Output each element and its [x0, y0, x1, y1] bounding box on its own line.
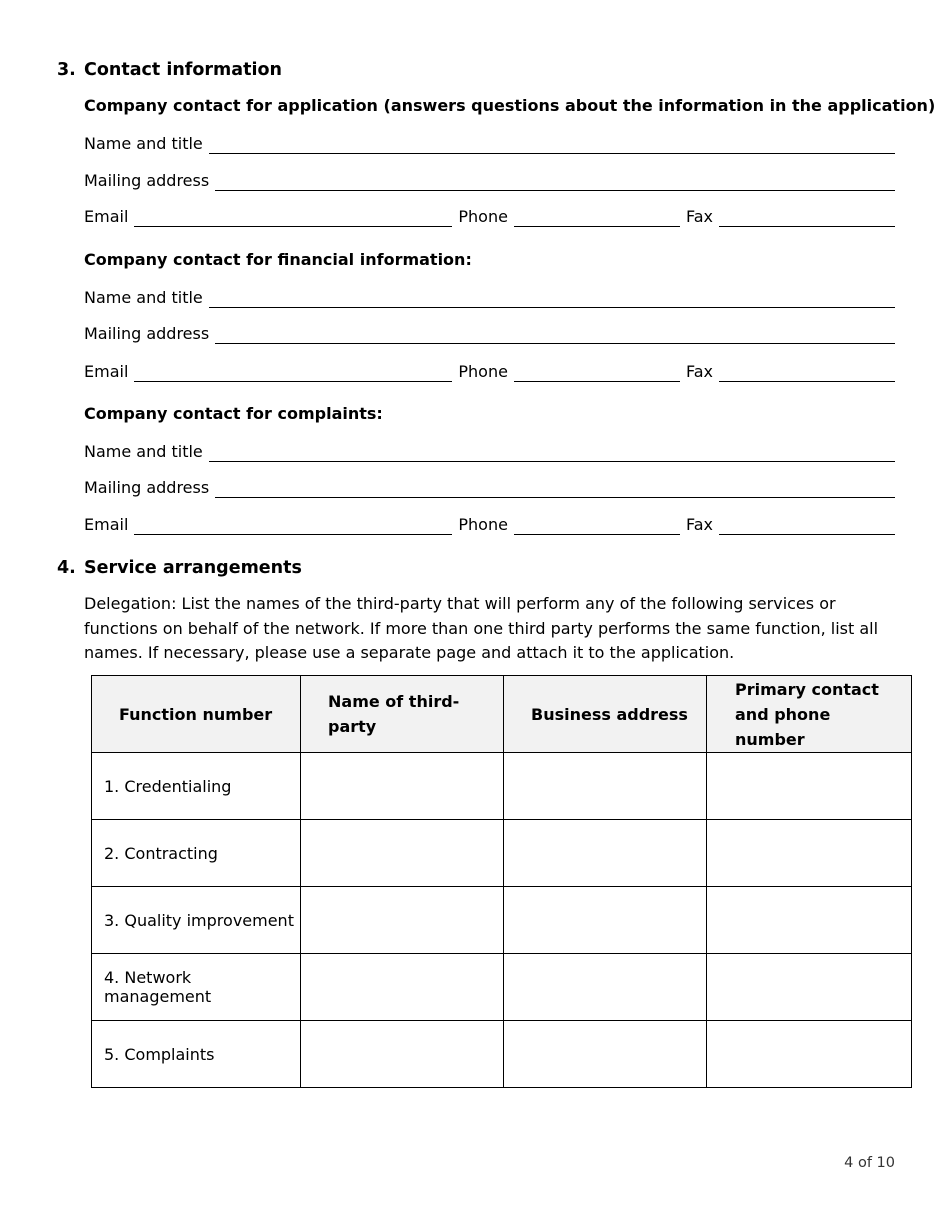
mailing-address-field[interactable] [215, 479, 895, 498]
primary-contact-cell[interactable] [707, 954, 912, 1021]
email-label: Email [84, 362, 129, 381]
fax-label: Fax [685, 362, 713, 381]
mailing-address-field[interactable] [215, 325, 895, 344]
delegation-table [91, 675, 912, 1088]
mailing-address-label: Mailing address [84, 324, 210, 343]
business-address-cell[interactable] [504, 954, 707, 1021]
column-header: Business address [504, 676, 707, 753]
mailing-address-label: Mailing address [84, 478, 210, 497]
function-cell: 5. Complaints [92, 1021, 301, 1088]
column-header: Name of third-party [301, 676, 504, 753]
table-row [92, 887, 912, 954]
mailing-address-label: Mailing address [84, 171, 210, 190]
third-party-name-cell[interactable] [301, 954, 504, 1021]
email-field[interactable] [134, 516, 452, 535]
primary-contact-cell[interactable] [707, 1021, 912, 1088]
phone-field[interactable] [514, 363, 680, 382]
phone-field[interactable] [514, 208, 680, 227]
name-title-field[interactable] [209, 443, 895, 462]
table-header-row [92, 676, 912, 753]
business-address-cell[interactable] [504, 1021, 707, 1088]
function-cell: 4. Network management [92, 954, 301, 1021]
email-label: Email [84, 207, 129, 226]
delegation-instructions: Delegation: List the names of the third-party that will perform any of the following services or functions on behalf of the network. If more than one third party performs the same function, list all names. If necessary, please use a separate page and attach it to the application. [84, 594, 879, 662]
name-title-field[interactable] [209, 289, 895, 308]
business-address-cell[interactable] [504, 753, 707, 820]
primary-contact-cell[interactable] [707, 820, 912, 887]
table-row [92, 1021, 912, 1088]
email-phone-fax-row [84, 360, 895, 382]
column-header: Primary contact and phone number [707, 676, 912, 753]
name-title-field[interactable] [209, 135, 895, 154]
table-row [92, 753, 912, 820]
function-cell: 2. Contracting [92, 820, 301, 887]
mailing-address-field[interactable] [215, 172, 895, 191]
email-phone-fax-row [84, 205, 895, 227]
section-number: 4. [57, 558, 76, 578]
phone-field[interactable] [514, 516, 680, 535]
page-number: 4 of 10 [844, 1155, 895, 1171]
name-title-label: Name and title [84, 134, 203, 153]
section-4-heading [57, 558, 302, 578]
mailing-address-row [84, 322, 895, 344]
mailing-address-row [84, 476, 895, 498]
contact-group-heading: Company contact for application (answers questions about the information in the application) [84, 96, 936, 115]
table-row [92, 820, 912, 887]
third-party-name-cell[interactable] [301, 1021, 504, 1088]
mailing-address-row [84, 169, 895, 191]
fax-field[interactable] [719, 208, 895, 227]
column-header: Function number [92, 676, 301, 753]
phone-label: Phone [458, 207, 508, 226]
table-row [92, 954, 912, 1021]
fax-field[interactable] [719, 516, 895, 535]
third-party-name-cell[interactable] [301, 887, 504, 954]
section-number: 3. [57, 60, 76, 80]
email-field[interactable] [134, 208, 452, 227]
phone-label: Phone [458, 362, 508, 381]
name-title-label: Name and title [84, 288, 203, 307]
name-title-row [84, 286, 895, 308]
third-party-name-cell[interactable] [301, 820, 504, 887]
name-title-label: Name and title [84, 442, 203, 461]
fax-label: Fax [685, 515, 713, 534]
primary-contact-cell[interactable] [707, 753, 912, 820]
contact-group-heading: Company contact for complaints: [84, 404, 383, 423]
section-title: Service arrangements [84, 558, 302, 578]
fax-label: Fax [685, 207, 713, 226]
primary-contact-cell[interactable] [707, 887, 912, 954]
phone-label: Phone [458, 515, 508, 534]
business-address-cell[interactable] [504, 887, 707, 954]
fax-field[interactable] [719, 363, 895, 382]
email-phone-fax-row [84, 513, 895, 535]
function-cell: 1. Credentialing [92, 753, 301, 820]
name-title-row [84, 440, 895, 462]
section-3-heading [57, 60, 282, 80]
email-label: Email [84, 515, 129, 534]
contact-group-heading: Company contact for financial information: [84, 250, 472, 269]
email-field[interactable] [134, 363, 452, 382]
business-address-cell[interactable] [504, 820, 707, 887]
function-cell: 3. Quality improvement [92, 887, 301, 954]
name-title-row [84, 132, 895, 154]
third-party-name-cell[interactable] [301, 753, 504, 820]
section-title: Contact information [84, 60, 282, 80]
